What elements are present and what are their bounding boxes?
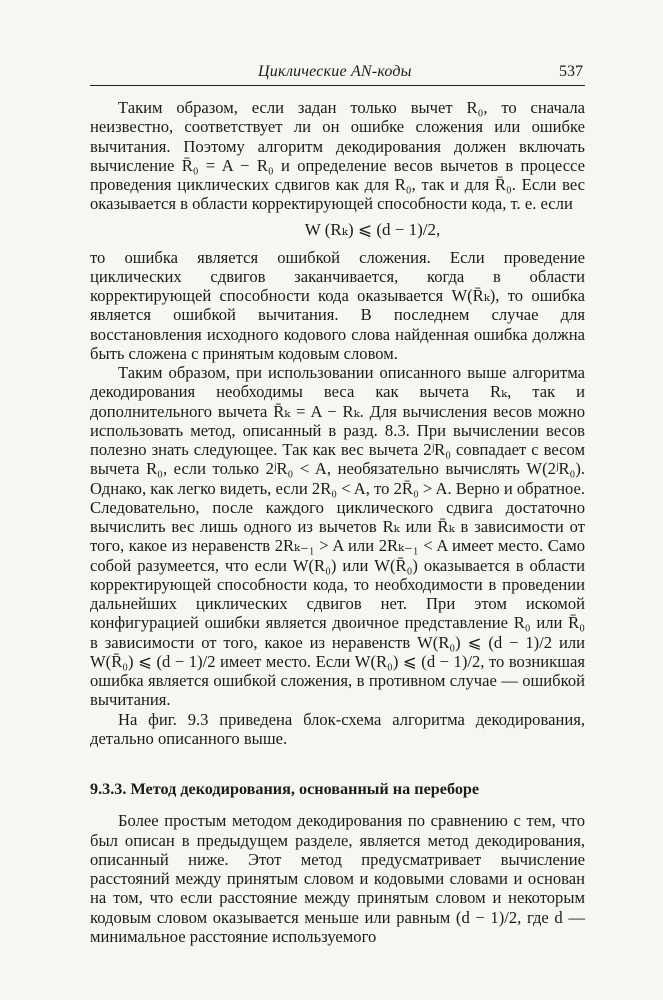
paragraph: Таким образом, если задан только вычет R₀, то сначала неизвестно, соответствует ли он ошибке сложения или ошибке вычитания. Поэтому алгоритм декодирования должен включать вычисление R̄₀ = A − R₀ и определение весов вычетов в процессе проведения циклических сдвигов как для R₀, так и для R̄₀. Если вес оказывается в области корректирующей способности кода, т. е. если	[90, 98, 585, 214]
paragraph: то ошибка является ошибкой сложения. Если проведение циклических сдвигов заканчивается, когда в области корректирующей способности кода оказывается W(R̄ₖ), то ошибка является ошибкой вычитания. В последнем случае для восстановления исходного кодового слова найденная ошибка должна быть сложена с принятым кодовым словом.	[90, 247, 585, 363]
paragraph: Более простым методом декодирования по сравнению с тем, что был описан в предыдущем разделе, является метод декодирования, описанный ниже. Этот метод предусматривает вычисление расстояний между принятым словом и кодовыми словами и основан на том, что если расстояние между принятым словом и некоторым кодовым словом оказывается меньше или равным (d − 1)/2, где d — минимальное расстояние используемого	[90, 811, 585, 946]
paragraph: Таким образом, при использовании описанного выше алгоритма декодирования необходимы веса как вычета Rₖ, так и дополнительного вычета R̄ₖ = A − Rₖ. Для вычисления весов можно использовать метод, описанный в разд. 8.3. При вычислении весов полезно знать следующее. Так как вес вычета 2ʲR₀ совпадает с весом вычета R₀, если только 2ʲR₀ < A, необязательно вычислять W(2ʲR₀). Однако, как легко видеть, если 2R₀ < A, то 2R̄₀ > A. Верно и обратное. Следовательно, после каждого циклического сдвига достаточно вычислить вес лишь одного из вычетов Rₖ или R̄ₖ в зависимости от того, какое из неравенств 2Rₖ₋₁ > A или 2Rₖ₋₁ < A имеет место. Само собой разумеется, что если W(R₀) или W(R̄₀) оказывается в области корректирующей способности кода, то необходимости в проведении дальнейших циклических сдвигов нет. При этом искомой конфигурацией ошибки является двоичное представление R₀ или R̄₀ в зависимости от того, какое из неравенств W(R₀) ⩽ (d − 1)/2 или W(R̄₀) ⩽ (d − 1)/2 имеет место. Если W(R₀) ⩽ (d − 1)/2, то возникшая ошибка является ошибкой сложения, в противном случае — ошибкой вычитания.	[90, 363, 585, 710]
section-heading: 9.3.3. Метод декодирования, основанный на переборе	[90, 780, 480, 798]
body-text	[90, 98, 585, 946]
page-number: 537	[559, 63, 583, 80]
paragraph: На фиг. 9.3 приведена блок-схема алгоритма декодирования, детально описанного выше.	[90, 709, 585, 748]
formula: W (Rₖ) ⩽ (d − 1)/2,	[304, 219, 441, 239]
running-title: Циклические AN-коды	[258, 63, 412, 80]
page-header	[90, 63, 585, 86]
